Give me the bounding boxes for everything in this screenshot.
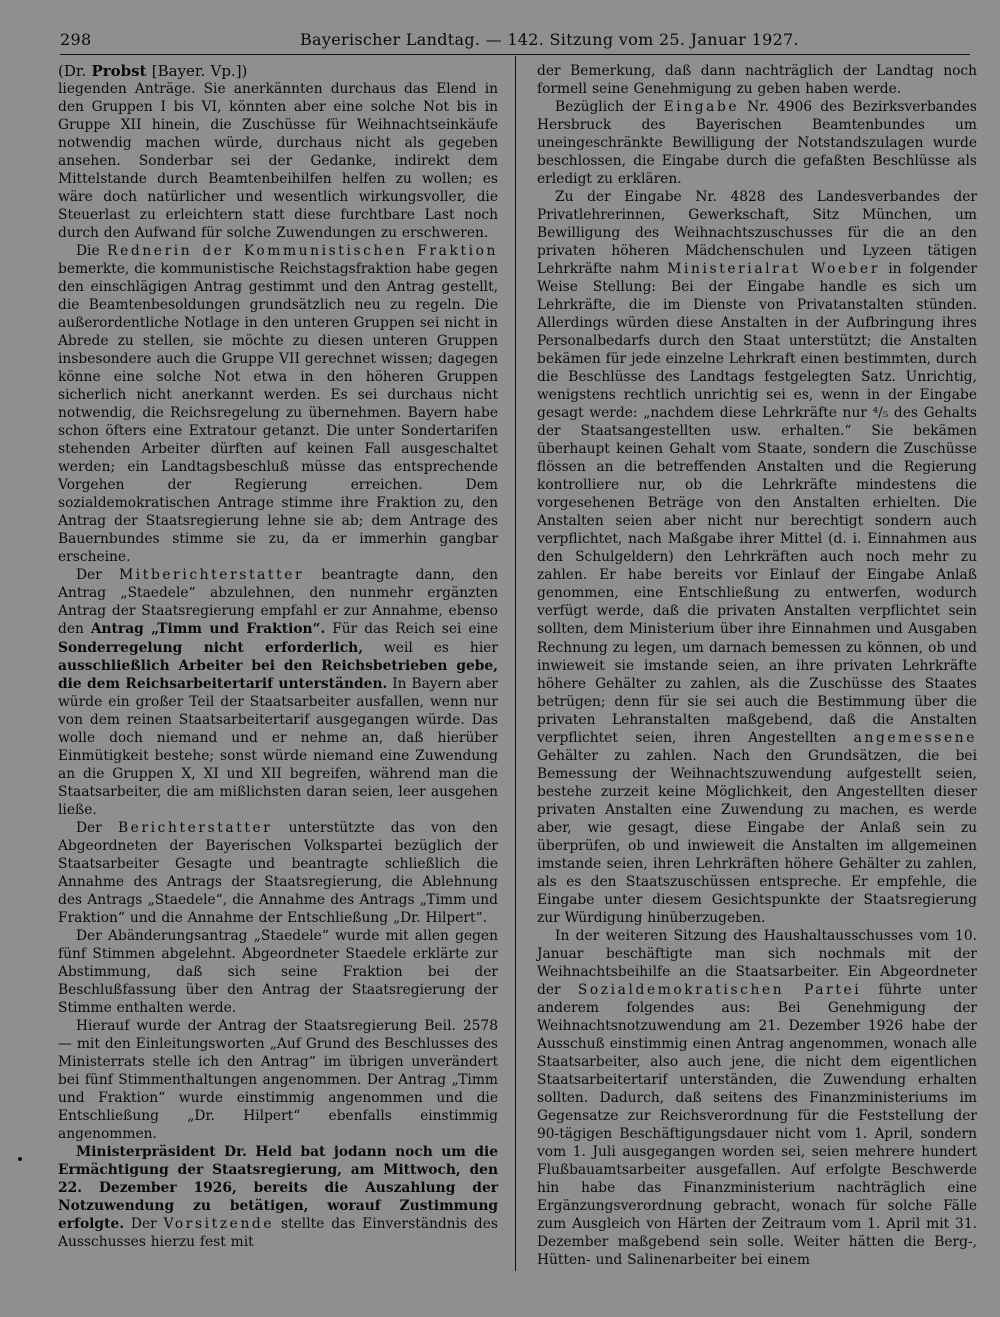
paragraph: Zu der Eingabe Nr. 4828 des Landesverbandes der Privatlehrerinnen, Gewerkschaft, Sitz München, um Bewilligung des Weihnachtszuschusses für die an den privaten höheren Mädchenschulen und Lyzeen tätigen Lehrkräfte nahm Ministerialrat Woeber in folgender Weise Stellung: Bei der Eingabe handle es sich um Lehrkräfte, die im Dienste von Privatanstalten stünden. Allerdings würden diese Anstalten in der Aufbringung ihres Personalbedarfs durch den Staat unterstützt; die Anstalten bekämen für jede einzelne Lehrkraft einen bestimmten, durch die Beschlüsse des Landtags festgelegten Satz. Unrichtig, wenigstens rechtlich unrichtig sei es, wenn in der Eingabe gesagt werde: „nachdem diese Lehrkräfte nur ⁴/₅ des Gehalts der Staatsangestellten usw. erhalten.“ Sie bekämen überhaupt keinen Gehalt vom Staate, sondern die Zuschüsse flössen an die betreffenden Anstalten und die Regierung kontrolliere nur, ob die Lehrkräfte mindestens die vorgesehenen Beträge von den Anstalten erhielten. Die Anstalten seien aber nicht nur berechtigt sondern auch verpflichtet, nach Maßgabe ihrer Mittel (d. i. Einnahmen aus den Schulgeldern) den Lehrkräften auch noch mehr zu zahlen. Er habe bereits vor Einlauf der Eingabe Anlaß genommen, eine Entschließung zu entwerfen, wodurch verfügt werde, daß die privaten Anstalten verpflichtet sein sollten, dem Ministerium über ihre Einnahmen und Ausgaben Rechnung zu legen, um darnach bemessen zu können, ob und inwieweit sie imstande seien, an ihre privaten Lehrkräfte höhere Gehälter zu zahlen, als die Zuschüsse des Staates betrügen; denn für sie sei auch die Bestimmung über die privaten Lehranstalten maßgebend, daß die Anstalten verpflichtet seien, ihren Angestellten angemessene Gehälter zu zahlen. Nach den Grundsätzen, die bei Bemessung der Weihnachtszuwendung aufgestellt seien, bestehe zurzeit keine Möglichkeit, den Angestellten dieser privaten Anstalten eine Zuwendung zu machen, es werde aber, wie gesagt, diese Eingabe der Anlaß sein zu überprüfen, ob und inwieweit die Anstalten im allgemeinen imstande seien, ihren Lehrkräften höhere Gehälter zu zahlen, als es den Staatszuschüssen entspreche. Er empfehle, die Eingabe unter diesem Gesichtspunkte der Staatsregierung zur Würdigung hinüberzugeben. bbox=[537, 189, 978, 926]
paragraph: Der Abänderungsantrag „Staedele“ wurde mit allen gegen fünf Stimmen abgelehnt. Abgeordneter Staedele erklärte zur Abstimmung, daß sich seine Fraktion bei der Beschlußfassung über den Antrag der Staatsregierung der Stimme enthalten werde. bbox=[58, 927, 498, 1016]
paragraph: Der Berichterstatter unterstützte das von den Abgeordneten der Bayerischen Volkspartei bezüglich der Staatsarbeiter Gesagte und beantragte schließlich die Annahme des Antrags der Staatsregierung, die Ablehnung des Antrags „Staedele“, die Annahme des Antrags „Timm und Fraktion“ und die Annahme der Entschließung „Dr. Hilpert“. bbox=[58, 819, 498, 926]
right-column bbox=[537, 62, 977, 1269]
paragraph: der Bemerkung, daß dann nachträglich der Landtag noch formell seine Genehmigung zu geben haben werde. bbox=[537, 63, 977, 98]
speaker-line: (Dr. Probst [Bayer. Vp.]) bbox=[58, 62, 248, 80]
running-title: Bayerischer Landtag. — 142. Sitzung vom 25. Januar 1927. bbox=[300, 30, 799, 49]
paragraph: Ministerpräsident Dr. Held bat jodann noch um die Ermächtigung der Staatsregierung, am Mittwoch, den 22. Dezember 1926, bereits die Auszahlung der Notzuwendung zu betätigen, worauf Zustimmung erfolgte. Der Vorsitzende stellte das Einverständnis des Ausschusses hierzu fest mit bbox=[58, 1143, 498, 1251]
paragraph: Die Rednerin der Kommunistischen Fraktion bemerkte, die kommunistische Reichstagsfraktion habe gegen den einschlägigen Antrag gestimmt und den Antrag gestellt, die Beamtenbesoldungen grundsätzlich neu zu regeln. Die außerordentliche Notlage in den unteren Gruppen sei nicht in Abrede zu stellen, sie möchte zu diesen unteren Gruppen insbesondere auch die Gruppe VII gerechnet wissen; dagegen könne eine solche Not etwa in den höheren Gruppen sicherlich nicht anerkannt werden. Es sei durchaus nicht notwendig, die Reichsregelung zu übernehmen. Bayern habe schon öfters eine Extratour getanzt. Die unter Sondertarifen stehenden Arbeiter dürften auf keinen Fall ausgeschaltet werden; ein Landtagsbeschluß müsse das entsprechende Vorgehen der Regierung erreichen. Dem sozialdemokratischen Antrage stimme ihre Fraktion zu, den Antrag der Staatsregierung lehne sie ab; dem Antrage des Bauernbundes stimme sie zu, da er immerhin gangbar erscheine. bbox=[58, 243, 499, 566]
paragraph: Bezüglich der Eingabe Nr. 4906 des Bezirksverbandes Hersbruck des Bayerischen Beamtenbundes um uneingeschränkte Bewilligung der Notstandszulagen wurde beschlossen, die Eingabe durch die gefaßten Beschlüsse als erledigt zu erklären. bbox=[537, 99, 977, 188]
paragraph: Der Mitberichterstatter beantragte dann, den Antrag „Staedele“ abzulehnen, den nunmehr ergänzten Antrag der Staatsregierung empfahl er zur Annahme, ebenso den Antrag „Timm und Fraktion“. Für das Reich sei eine Sonderregelung nicht erforderlich, weil es hier ausschließlich Arbeiter bei den Reichsbetrieben gebe, die dem Reichsarbeitertarif unterständen. In Bayern aber würde ein großer Teil der Staatsarbeiter ausfallen, wenn nur von dem reinen Staatsarbeitertarif ausgegangen würde. Das wolle doch niemand und er nehme an, daß hierüber Einmütigkeit bestehe; sonst würde niemand eine Zuwendung an die Gruppen X, XI und XII begreifen, während man die Staatsarbeiter, die am mißlichsten daran seien, leer ausgehen ließe. bbox=[58, 567, 498, 818]
speaker-name: Probst bbox=[91, 62, 147, 80]
running-header bbox=[60, 28, 970, 54]
column-rule bbox=[515, 56, 516, 1271]
margin-dot bbox=[18, 1157, 22, 1161]
left-column bbox=[58, 62, 498, 1251]
paragraph: Hierauf wurde der Antrag der Staatsregierung Beil. 2578 — mit den Einleitungsworten „Auf Grund des Beschlusses des Ministerrats stelle ich den Antrag“ im übrigen unverändert bei fünf Stimmenthaltungen angenommen. Der Antrag „Timm und Fraktion“ wurde einstimmig angenommen und die Entschließung „Dr. Hilpert“ ebenfalls einstimmig angenommen. bbox=[58, 1017, 498, 1142]
page-number: 298 bbox=[60, 30, 92, 49]
paragraph: liegenden Anträge. Sie anerkännten durchaus das Elend in den Gruppen I bis VI, könnten aber eine solche Not bis in Gruppe XII hinein, die Zuschüsse für Weihnachtseinkäufe notwendig machen würde, durchaus nicht als gegeben ansehen. Sonderbar sei der Gedanke, indirekt dem Mittelstande durch Beamtenbeihilfen helfen zu wollen; es wäre doch natürlicher und wesentlich wirkungsvoller, die Steuerlast zu erleichtern statt diese furchtbare Last noch durch den Aufwand für solche Zuwendungen zu erschweren. bbox=[58, 81, 498, 242]
header-rule bbox=[60, 54, 970, 55]
paragraph: In der weiteren Sitzung des Haushaltausschusses vom 10. Januar beschäftigte man sich nochmals mit der Weihnachtsbeihilfe an die Staatsarbeiter. Ein Abgeordneter der Sozialdemokratischen Partei führte unter anderem folgendes aus: Bei Genehmigung der Weihnachtsnotzuwendung am 21. Dezember 1926 habe der Ausschuß einstimmig einen Antrag angenommen, wonach alle Staatsarbeiter, also auch jene, die nicht dem eigentlichen Staatsarbeitertarif unterständen, die Zuwendung erhalten sollten. Dadurch, daß seitens des Finanzministeriums im Gegensatze zur Reichsverordnung für die Feststellung der 90-tägigen Beschäftigungsdauer nicht vom 1. April, sondern vom 1. Juli ausgegangen worden sei, seien mehrere hundert Flußbauamtsarbeiter ausgefallen. Auf erfolgte Beschwerde hin habe das Finanzministerium nachträglich eine Ergänzungsverordnung gebracht, wonach für solche Fälle zum Ausgleich von Härten der Zeitraum vom 1. April mit 31. Dezember maßgebend sein solle. Weiter hätten die Berg-, Hütten- und Salinenarbeiter bei einem bbox=[537, 927, 977, 1269]
